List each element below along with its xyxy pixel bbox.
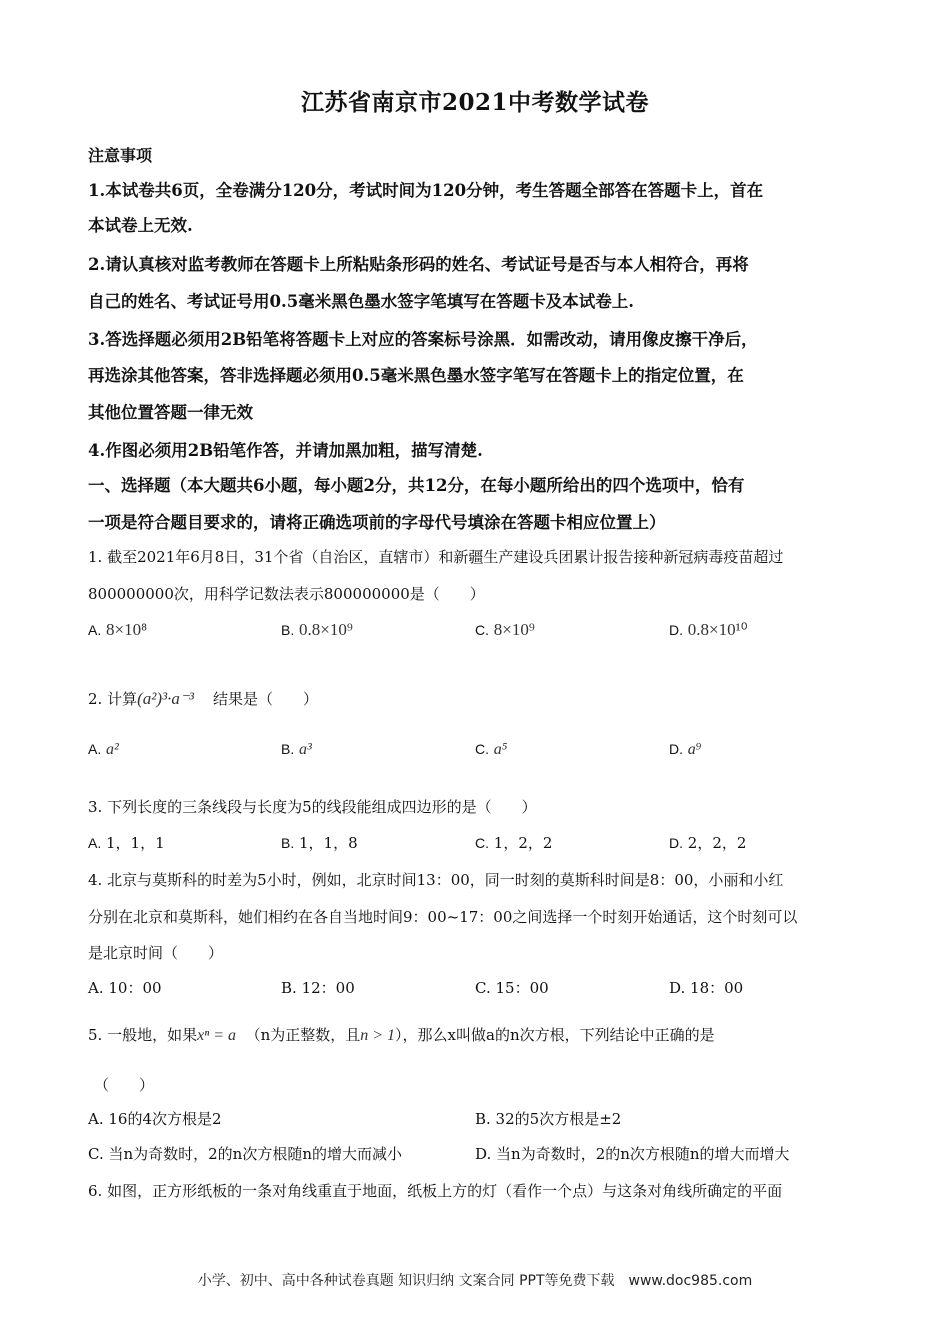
- q2-expression: (a²)³·a⁻³: [137, 689, 194, 708]
- page-title: 江苏省南京市2021中考数学试卷: [300, 89, 649, 116]
- q2-option-b: B. a³: [281, 741, 312, 758]
- question-5-line-1: 5. 一般地，如果xⁿ = a （n为正整数，且n > 1），那么x叫做a的n次方根，下列结论中正确的是: [88, 1026, 715, 1044]
- page-footer: 小学、初中、高中各种试卷真题 知识归纳 文案合同 PPT等免费下载 www.doc985.com: [197, 1273, 753, 1289]
- question-4-line-2: 分别在北京和莫斯科，她们相约在各自当地时间9：00~17：00之间选择一个时刻开始通话，这个时刻可以: [88, 908, 798, 926]
- q4-option-c: C. 15：00: [475, 979, 549, 997]
- notice-line-6: 再选涂其他答案，答非选择题必须用0.5毫米黑色墨水签字笔写在答题卡上的指定位置，在: [88, 366, 744, 385]
- notice-line-2: 本试卷上无效.: [88, 216, 193, 235]
- q4-option-d: D. 18：00: [669, 979, 744, 997]
- section-heading-line-1: 一、选择题（本大题共6小题，每小题2分，共12分，在每小题所给出的四个选项中，恰有: [88, 476, 745, 495]
- q5-option-a: A. 16的4次方根是2: [88, 1110, 222, 1128]
- q1-option-b: B. 0.8×10⁹: [281, 620, 353, 639]
- notice-heading: 注意事项: [88, 146, 153, 165]
- q4-option-a: A. 10：00: [88, 979, 162, 997]
- q3-option-a: A. 1，1，1: [88, 834, 165, 852]
- notice-line-7: 其他位置答题一律无效: [88, 403, 253, 422]
- notice-line-8: 4.作图必须用2B铅笔作答，并请加黑加粗，描写清楚.: [88, 441, 483, 460]
- q5-option-c: C. 当n为奇数时，2的n次方根随n的增大而减小: [88, 1145, 403, 1163]
- question-4-line-1: 4. 北京与莫斯科的时差为5小时，例如，北京时间13：00，同一时刻的莫斯科时间是8：00，小丽和小红: [88, 871, 784, 889]
- q1-option-a: A. 8×10⁸: [88, 620, 148, 639]
- q4-option-b: B. 12：00: [281, 979, 355, 997]
- q3-option-b: B. 1，1，8: [281, 834, 358, 852]
- q5-option-d: D. 当n为奇数时，2的n次方根随n的增大而增大: [475, 1145, 790, 1163]
- q3-option-c: C. 1，2，2: [475, 834, 553, 852]
- q5-expression-1: xⁿ = a: [197, 1027, 237, 1044]
- notice-line-1: 1.本试卷共6页，全卷满分120分，考试时间为120分钟，考生答题全部答在答题卡上，首在: [88, 181, 764, 200]
- question-1-line-1: 1. 截至2021年6月8日，31个省（自治区，直辖市）和新疆生产建设兵团累计报告接种新冠病毒疫苗超过: [88, 548, 784, 566]
- q1-option-d: D. 0.8×10¹⁰: [669, 620, 748, 639]
- question-2: 2. 计算(a²)³·a⁻³ 结果是（ ）: [88, 689, 319, 708]
- notice-line-5: 3.答选择题必须用2B铅笔将答题卡上对应的答案标号涂黑．如需改动，请用像皮擦干净后，: [88, 330, 758, 349]
- q3-option-d: D. 2，2，2: [669, 834, 747, 852]
- question-3: 3. 下列长度的三条线段与长度为5的线段能组成四边形的是（ ）: [88, 798, 537, 816]
- question-5-line-2: （ ）: [94, 1076, 155, 1094]
- question-1-line-2: 800000000次，用科学记数法表示800000000是（ ）: [88, 585, 485, 603]
- section-heading-line-2: 一项是符合题目要求的，请将正确选项前的字母代号填涂在答题卡相应位置上）: [88, 513, 666, 532]
- notice-line-4: 自己的姓名、考试证号用0.5毫米黑色墨水签字笔填写在答题卡及本试卷上.: [88, 292, 634, 311]
- q2-option-a: A. a²: [88, 741, 119, 758]
- q5-option-b: B. 32的5次方根是±2: [475, 1110, 622, 1128]
- q1-option-c: C. 8×10⁹: [475, 620, 535, 639]
- question-6-line-1: 6. 如图，正方形纸板的一条对角线重直于地面，纸板上方的灯（看作一个点）与这条对角线所确定的平面: [88, 1182, 783, 1200]
- q2-option-d: D. a⁹: [669, 741, 702, 758]
- q5-expression-2: n > 1: [360, 1027, 396, 1044]
- notice-line-3: 2.请认真核对监考教师在答题卡上所粘贴条形码的姓名、考试证号是否与本人相符合，再将: [88, 255, 749, 274]
- q2-option-c: C. a⁵: [475, 741, 508, 758]
- question-4-line-3: 是北京时间（ ）: [88, 944, 224, 962]
